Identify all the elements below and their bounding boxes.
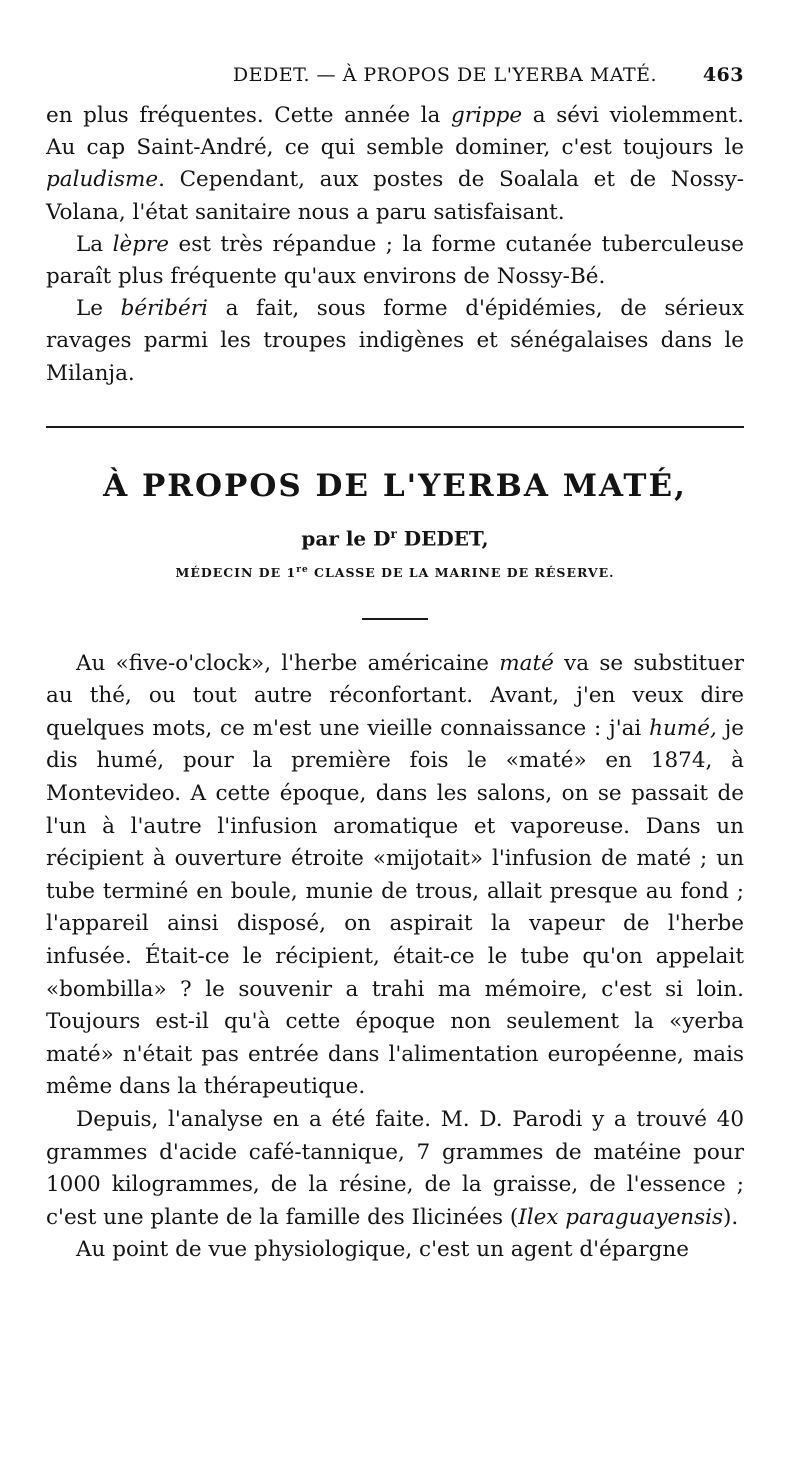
running-head [46, 60, 744, 100]
page [46, 60, 744, 1267]
text-run: a fait, sous forme d'épidémies, de sérieux ravages parmi les troupes indigènes et sénégalaises dans le Milanja. [46, 296, 744, 386]
text-run: a sévi violemment. Au cap Saint-André, ce qui semble dominer, c'est toujours le [46, 103, 744, 161]
text-run: ). [723, 1204, 739, 1230]
article-body [46, 648, 744, 1267]
article-byline [46, 520, 744, 553]
text-run: va se substituer au thé, ou tout autre réconfortant. Avant, j'en veux dire quelques mots, ce m'est une vieille connaissance : j'ai [46, 650, 745, 741]
text-run: Le [76, 296, 121, 322]
previous-article-end [46, 100, 744, 390]
credentials-sup: re [296, 565, 309, 576]
italic-term-ilex: Ilex paraguayensis [518, 1204, 724, 1230]
paragraph-analyse [46, 1104, 744, 1234]
italic-term-hume: humé, [649, 715, 717, 741]
title-divider [362, 618, 428, 620]
italic-term-lepre: lèpre [112, 231, 169, 257]
text-run: en plus fréquentes. Cette année la [46, 103, 451, 128]
paragraph-lepre [46, 229, 744, 293]
byline-prefix: par le D [301, 526, 391, 551]
text-run: est très répandue ; la forme cutanée tuberculeuse paraît plus fréquente qu'aux environs de Nossy-Bé. [46, 231, 744, 290]
section-divider [46, 426, 744, 428]
author-name: DEDET, [396, 526, 489, 551]
paragraph-beriberi [46, 293, 744, 390]
italic-term-grippe: grippe [450, 103, 523, 128]
author-credentials [46, 560, 744, 583]
italic-term-beriberi: béribéri [120, 296, 208, 322]
italic-term-paludisme: paludisme [46, 167, 159, 193]
text-run: je dis humé, pour la première fois le «maté» en 1874, à Montevideo. A cette époque, dans les salons, on se passait de l'un à l'autre l'infusion aromatique et vaporeuse. Dans un récipient à ouverture étroite «mijotait» l'infusion de maté ; un tube terminé en boule, munie de trous, allait presque au fond ; l'appareil ainsi disposé, on aspirait la vapeur de l'herbe infusée. Était-ce le récipient, était-ce le tube qu'on appelait «bombilla» ? le souvenir a trahi ma mémoire, c'est si loin. Toujours est-il qu'à cette époque non seulement la «yerba maté» n'était pas entrée dans l'alimentation européenne, mais même dans la thérapeutique. [46, 715, 744, 1100]
credentials-text: CLASSE DE LA MARINE DE RÉSERVE. [308, 565, 615, 581]
text-run: Au «five-o'clock», l'herbe américaine [76, 650, 500, 676]
byline-sup: r [390, 526, 397, 541]
text-run: La [76, 231, 113, 257]
running-title: DEDET. — À PROPOS DE L'YERBA MATÉ. [232, 64, 658, 86]
credentials-text: MÉDECIN DE 1 [175, 565, 297, 581]
text-run: Depuis, l'analyse en a été faite. M. D. Parodi y a trouvé 40 grammes d'acide café-tannique, 7 grammes de matéine pour 1000 kilogrammes, de la résine, de la graisse, de l'essence ; c'est une plante de la famille des Ilicinées ( [46, 1106, 744, 1230]
text-run: . Cependant, aux postes de Soalala et de Nossy-Volana, l'état sanitaire nous a paru satisfaisant. [46, 167, 744, 225]
paragraph-five-oclock [46, 648, 744, 1104]
paragraph-grippe [46, 100, 744, 229]
paragraph-physiologique: Au point de vue physiologique, c'est un agent d'épargne [76, 1237, 689, 1263]
page-number: 463 [702, 64, 744, 86]
article-title: À PROPOS DE L'YERBA MATÉ, [103, 467, 687, 504]
italic-term-mate: maté [499, 650, 554, 676]
